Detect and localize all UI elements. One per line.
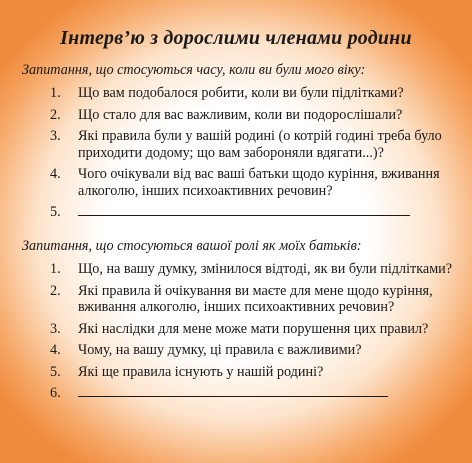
question-item bbox=[22, 364, 462, 381]
question-item bbox=[22, 261, 462, 278]
answer-blank-line[interactable] bbox=[78, 385, 388, 397]
question-item bbox=[22, 85, 462, 102]
question-item bbox=[22, 283, 462, 316]
page-title: Інтерв’ю з дорослими членами родини bbox=[60, 27, 412, 49]
question-item bbox=[22, 321, 462, 338]
section-heading: Запитання, що стосуються часу, коли ви були мого віку: bbox=[22, 62, 366, 78]
question-number: 2. bbox=[50, 282, 61, 299]
question-number: 1. bbox=[50, 85, 61, 101]
question-item bbox=[22, 342, 462, 359]
question-item bbox=[22, 385, 462, 402]
question-text: Які ще правила існують у нашій родині? bbox=[78, 363, 324, 380]
question-item bbox=[22, 128, 462, 161]
question-number: 6. bbox=[50, 385, 61, 401]
question-number: 3. bbox=[50, 320, 61, 337]
question-item bbox=[22, 107, 462, 124]
question-text: Чому, на вашу думку, ці правила є важливими? bbox=[78, 342, 362, 358]
question-item bbox=[22, 166, 462, 199]
question-text: Що вам подобалося робити, коли ви були підлітками? bbox=[78, 85, 404, 101]
question-list bbox=[22, 261, 462, 402]
question-number: 4. bbox=[50, 166, 61, 182]
question-text: Які правила були у вашій родині (о котрій годині треба було приходити додому; що вам забороняли вдягати...)? bbox=[78, 128, 442, 161]
question-text: Що, на вашу думку, змінилося відтоді, як ви були підлітками? bbox=[78, 261, 453, 277]
section-heading: Запитання, що стосуються вашої ролі як моїх батьків: bbox=[22, 238, 362, 254]
question-text: Які правила й очікування ви маєте для мене щодо куріння, вживання алкоголю, інших психоактивних речовин? bbox=[78, 282, 433, 315]
answer-blank-line[interactable] bbox=[78, 204, 410, 216]
section-parent-role-questions bbox=[22, 238, 462, 407]
question-list bbox=[22, 85, 462, 221]
question-number: 3. bbox=[50, 128, 61, 144]
question-text: Які наслідки для мене може мати порушення цих правил? bbox=[78, 320, 429, 337]
section-past-questions bbox=[22, 62, 462, 226]
question-text: Що стало для вас важливим, коли ви подорослішали? bbox=[78, 106, 403, 123]
question-number: 5. bbox=[50, 363, 61, 380]
question-number: 2. bbox=[50, 106, 61, 123]
question-number: 1. bbox=[50, 261, 61, 277]
question-number: 4. bbox=[50, 342, 61, 358]
question-item bbox=[22, 204, 462, 221]
question-number: 5. bbox=[50, 204, 61, 220]
question-text: Чого очікували від вас ваші батьки щодо куріння, вживання алкоголю, інших психоактивних речовин? bbox=[78, 166, 440, 199]
